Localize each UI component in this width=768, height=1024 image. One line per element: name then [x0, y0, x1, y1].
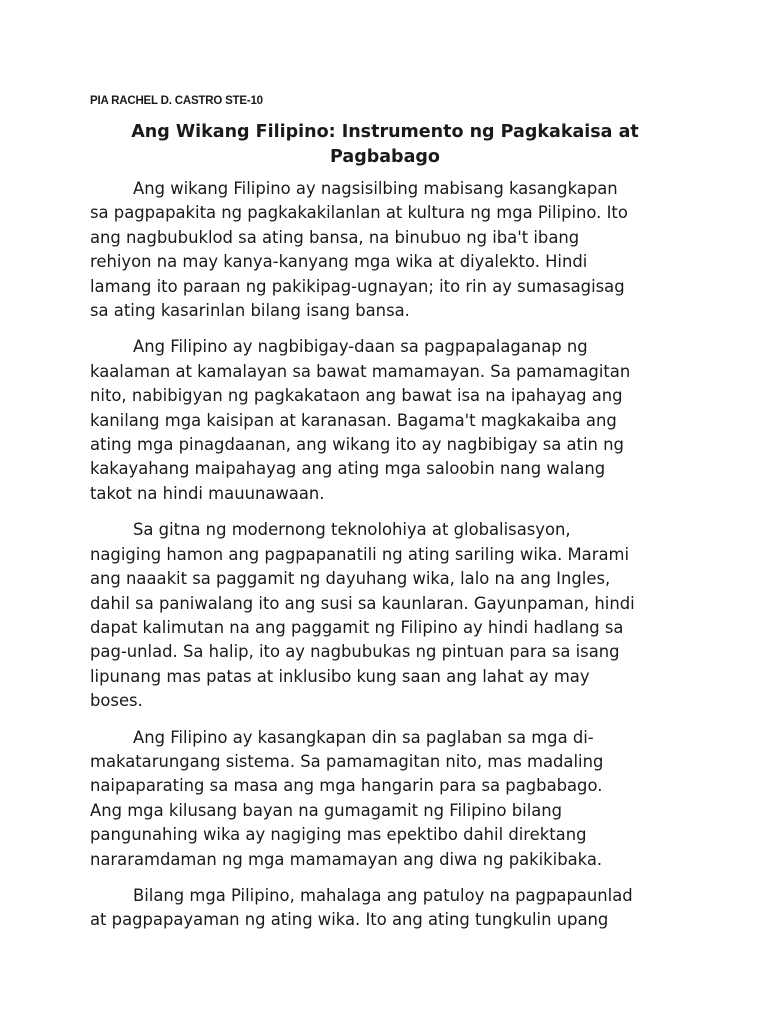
title-line: Ang Wikang Filipino: Instrumento ng Pagkakaisa at	[131, 122, 639, 142]
text-line: dapat kalimutan na ang paggamit ng Filipino ay hindi hadlang sa	[90, 617, 624, 637]
paragraph-4	[90, 726, 678, 872]
text-line: Ang Filipino ay kasangkapan din sa paglaban sa mga di-	[133, 727, 594, 747]
text-line: nito, nabibigyan ng pagkakataon ang bawat isa na ipahayag ang	[90, 386, 623, 406]
text-line: nagiging hamon ang pagpapanatili ng ating sariling wika. Marami	[90, 544, 630, 564]
text-line: lipunang mas patas at inklusibo kung saan ang lahat ay may	[90, 666, 590, 686]
text-line: pag-unlad. Sa halip, ito ay nagbubukas ng pintuan para sa isang	[90, 642, 620, 662]
text-line: pangunahing wika ay nagiging mas epektibo dahil direktang	[90, 825, 587, 845]
text-line: ang nagbubuklod sa ating bansa, na binubuo ng iba't ibang	[90, 227, 580, 247]
text-line: Ang wikang Filipino ay nagsisilbing mabisang kasangkapan	[133, 179, 618, 198]
text-line: kaalaman at kamalayan sa bawat mamamayan. Sa pamamagitan	[90, 361, 631, 381]
text-line: sa ating kasarinlan bilang isang bansa.	[90, 301, 410, 321]
text-line: Ang Filipino ay nagbibigay-daan sa pagpapalaganap ng	[133, 337, 588, 357]
text-line: boses.	[90, 691, 143, 711]
text-line: Bilang mga Pilipino, mahalaga ang patuloy na pagpapaunlad	[133, 885, 633, 905]
text-line: lamang ito paraan ng pakikipag-ugnayan; ito rin ay sumasagisag	[90, 276, 625, 296]
text-line: Sa gitna ng modernong teknolohiya at globalisasyon,	[133, 520, 571, 540]
paragraph-2	[90, 335, 678, 506]
essay-body	[90, 177, 678, 945]
author-line: PIA RACHEL D. CASTRO STE-10	[90, 95, 263, 107]
text-line: sa pagpapakita ng pagkakakilanlan at kultura ng mga Pilipino. Ito	[90, 203, 628, 223]
text-line: nararamdaman ng mga mamamayan ang diwa ng pakikibaka.	[90, 849, 603, 869]
paragraph-3	[90, 518, 678, 713]
text-line: naipaparating sa masa ang mga hangarin para sa pagbabago.	[90, 776, 603, 796]
text-line: Ang mga kilusang bayan na gumagamit ng Filipino bilang	[90, 800, 563, 820]
text-line: ating mga pinagdaanan, ang wikang ito ay nagbibigay sa atin ng	[90, 435, 624, 455]
title-line: Pagbabago	[330, 147, 440, 167]
page-title	[90, 120, 680, 170]
text-line: rehiyon na may kanya-kanyang mga wika at diyalekto. Hindi	[90, 252, 588, 272]
text-line: ang naaakit sa paggamit ng dayuhang wika, lalo na ang Ingles,	[90, 569, 611, 589]
paragraph-5	[90, 884, 678, 933]
text-line: takot na hindi mauunawaan.	[90, 483, 325, 503]
text-line: kakayahang maipahayag ang ating mga saloobin nang walang	[90, 459, 606, 479]
text-line: makatarungang sistema. Sa pamamagitan nito, mas madaling	[90, 751, 604, 771]
text-line: dahil sa paniwalang ito ang susi sa kaunlaran. Gayunpaman, hindi	[90, 593, 635, 613]
paragraph-1	[90, 177, 678, 323]
text-line: at pagpapayaman ng ating wika. Ito ang ating tungkulin upang	[90, 910, 609, 930]
text-line: kanilang mga kaisipan at karanasan. Bagama't magkakaiba ang	[90, 410, 617, 430]
